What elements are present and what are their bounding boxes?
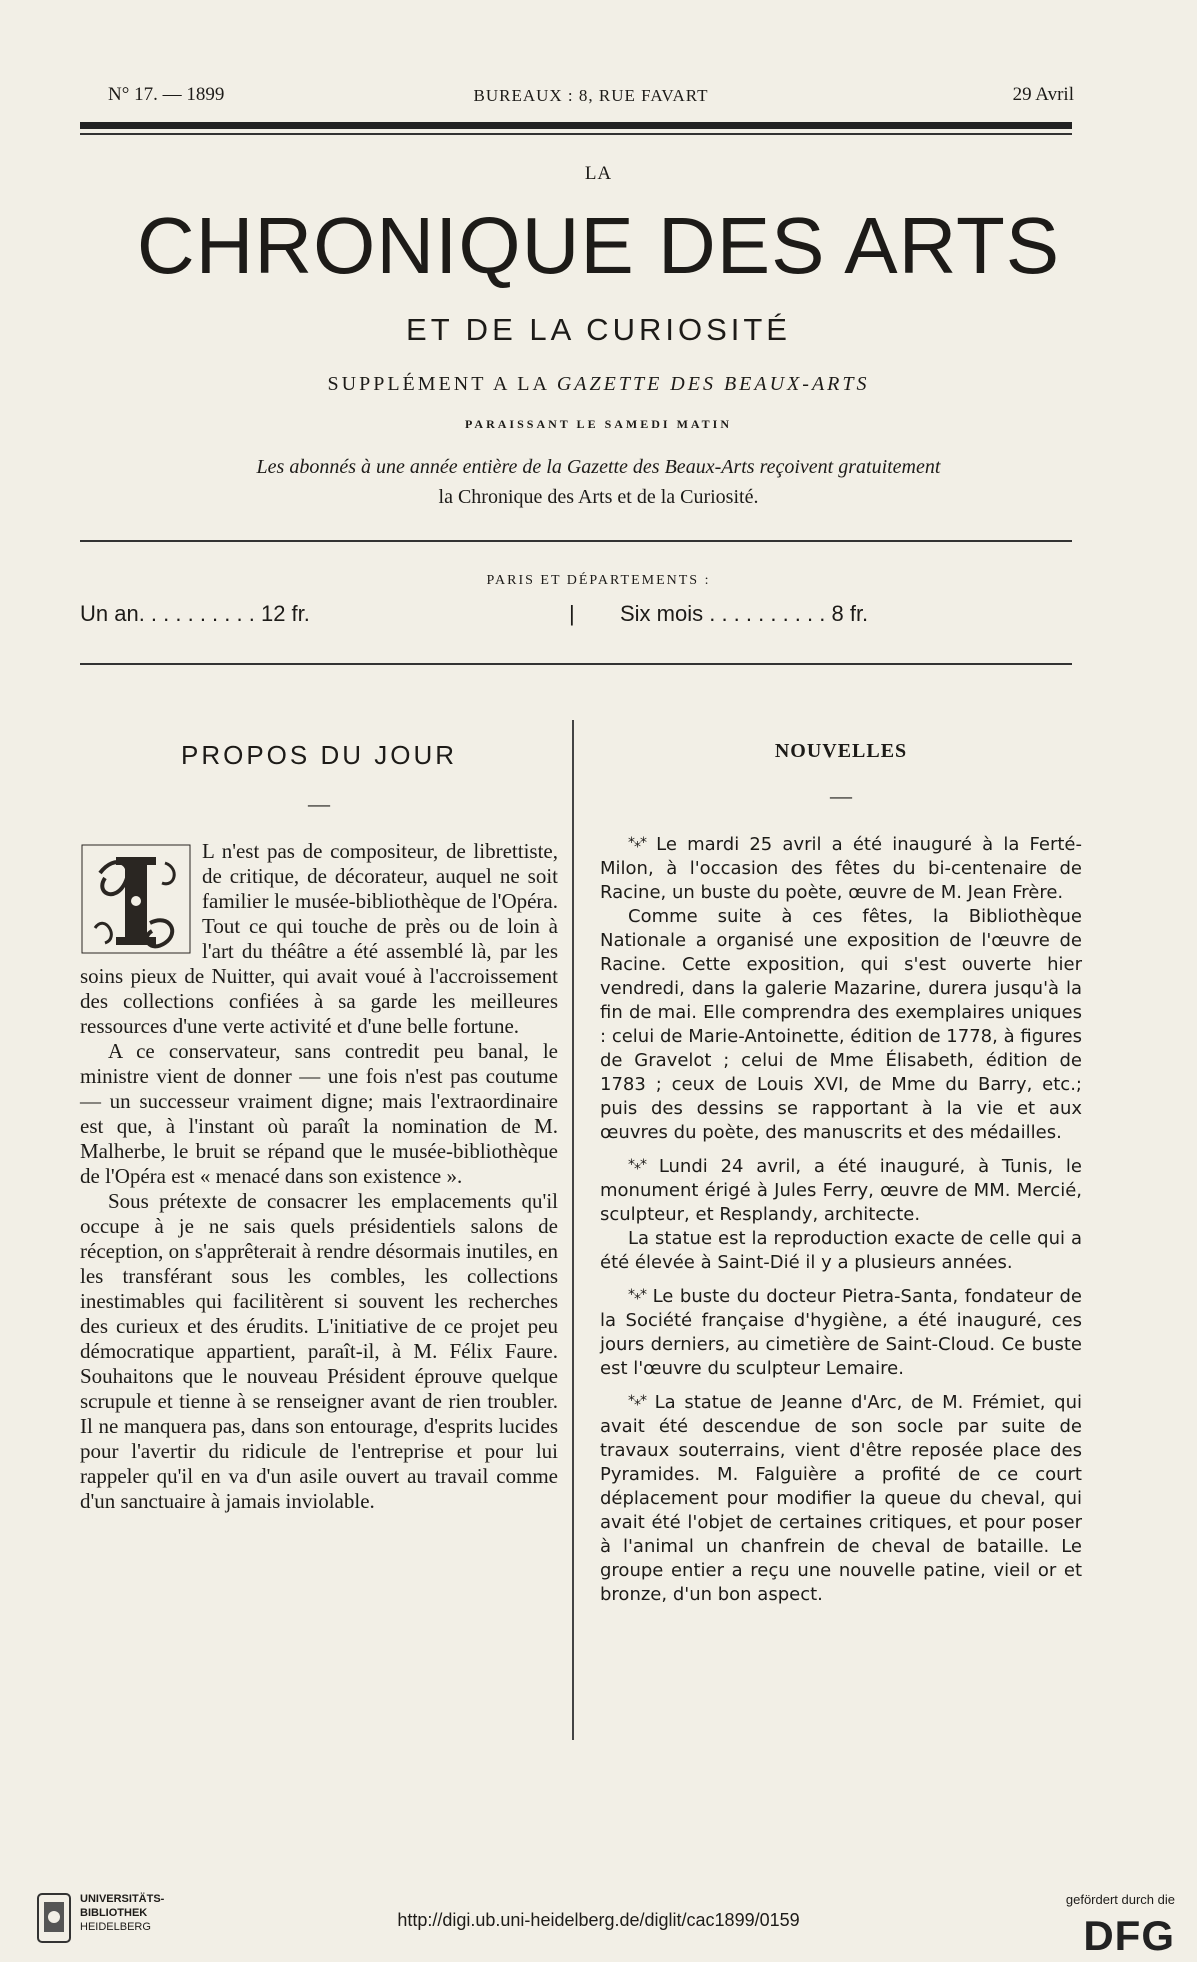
masthead-note <box>0 452 1197 512</box>
asterism: *⁎* <box>628 1157 646 1173</box>
propos-paragraph: Sous prétexte de consacrer les emplacements qu'il occupe à je ne sais quels présidentiels salons de réception, on s'apprêterait à rendre désormais inutiles, en les transférant sous les combles, les collections inestimables qui facilitèrent si souvent les recherches des curieux et des érudits. L'initiative de ce projet peu démocratique appartient, paraît-il, à M. Félix Faure. Souhaitons que le nouveau Président éprouve quelque scrupule et tienne à se renseigner avant de rien troubler. Il ne manquera pas, dans son entourage, d'esprits lucides pour l'avertir du ridicule de l'entreprise et pour lui rappeler qu'il en va d'un asile ouvert au travail comme d'un sanctuaire à jamais inviolable. <box>80 1189 558 1513</box>
propos-dash: — <box>308 791 330 816</box>
header-rule-thick <box>80 122 1072 129</box>
subscription-rule <box>80 663 1072 665</box>
masthead-rule <box>80 540 1072 542</box>
propos-paragraph: A ce conservateur, sans contredit peu banal, le ministre vient de donner — une fois n'est pas coutume — un successeur vraiment digne; mais l'extraordinaire est que, à l'instant où paraît la nomination de M. Malherbe, le bruit se répand que le musée-bibliothèque de l'Opéra est « menacé dans son existence ». <box>80 1039 558 1188</box>
propos-heading: PROPOS DU JOUR <box>180 740 458 770</box>
bureaux-address: BUREAUX : 8, RUE FAVART <box>473 86 709 105</box>
header-rule-thin <box>80 133 1072 135</box>
masthead-paraissant: PARAISSANT LE SAMEDI MATIN <box>464 417 733 431</box>
subscription-heading: PARIS ET DÉPARTEMENTS : <box>486 573 711 588</box>
news-item <box>600 831 1082 905</box>
issue-date: 29 Avril <box>1012 84 1074 105</box>
news-item <box>600 1283 1082 1381</box>
news-text: Le mardi 25 avril a été inauguré à la Ferté-Milon, à l'occasion des fêtes du bi-centenaire de Racine, un buste du poète, œuvre de M. Jean Frère. <box>600 834 1082 903</box>
news-item <box>600 1153 1082 1227</box>
column-divider <box>572 720 574 1740</box>
news-text: Lundi 24 avril, a été inauguré, à Tunis, le monument érigé à Jules Ferry, œuvre de MM. Mercié, sculpteur, et Resplandy, architecte. <box>600 1156 1082 1225</box>
digitization-footer <box>0 1878 1197 1962</box>
library-line-3: HEIDELBERG <box>80 1921 151 1933</box>
subscription-prices <box>80 601 1072 631</box>
supplement-prefix: SUPPLÉMENT A LA <box>327 373 549 395</box>
propos-body <box>80 839 558 1514</box>
permalink-url[interactable]: http://digi.ub.uni-heidelberg.de/diglit/cac1899/0159 <box>397 1910 800 1930</box>
masthead-subtitle: ET DE LA CURIOSITÉ <box>406 312 791 347</box>
news-continuation: Comme suite à ces fêtes, la Bibliothèque Nationale a organisé une exposition de l'œuvre de Racine. Cette exposition, qui s'est ouverte hier vendredi, dans la galerie Mazarine, durera jusqu'à la fin de mai. Elle comprendra des exemplaires uniques : celui de Marie-Antoinette, édition de 1778, à figures de Gravelot ; celui de Mme Élisabeth, édition de 1783 ; ceux de Louis XVI, de Mme du Barry, etc.; puis des dessins se rapportant à la vie et aux œuvres du poète, des manuscrits et des médailles. <box>600 906 1082 1143</box>
propos-paragraph: L n'est pas de compositeur, de librettiste, de critique, de décorateur, auquel ne soit familier le musée-bibliothèque de l'Opéra. Tout ce qui touche de près ou de loin à l'art du théâtre a été assemblé là, par les soins pieux de Nuitter, qui avait voué à l'accroissement des collections confiées à sa garde les meilleures ressources d'une verte activité et d'une belle fortune. <box>80 839 558 1038</box>
asterism: *⁎* <box>628 1287 646 1303</box>
price-separator: | <box>569 601 575 626</box>
dfg-logo: DFG <box>1083 1912 1175 1959</box>
asterism: *⁎* <box>628 835 646 851</box>
left-column <box>80 740 558 1514</box>
price-six-months: Six mois . . . . . . . . . . 8 fr. <box>620 601 869 626</box>
asterism: *⁎* <box>628 1393 646 1409</box>
library-line-1: UNIVERSITÄTS- <box>80 1893 165 1905</box>
note-line-1: Les abonnés à une année entière de la Gazette des Beaux-Arts reçoivent gratuitement <box>256 456 941 478</box>
nouvelles-heading: NOUVELLES <box>774 740 908 762</box>
nouvelles-body <box>600 831 1082 1607</box>
issue-number: N° 17. — 1899 <box>108 84 225 105</box>
ornamental-dropcap-icon <box>80 843 192 955</box>
library-line-2: BIBLIOTHEK <box>80 1907 148 1919</box>
masthead-la: LA <box>584 163 613 184</box>
news-item <box>600 1389 1082 1607</box>
news-continuation: La statue est la reproduction exacte de celle qui a été élevée à Saint-Dié il y a plusieurs années. <box>600 1228 1082 1273</box>
masthead-title: CHRONIQUE DES ARTS <box>136 201 1061 290</box>
nouvelles-dash: — <box>830 783 852 808</box>
header-line <box>108 84 1074 114</box>
news-text: Le buste du docteur Pietra-Santa, fondateur de la Société française d'hygiène, a été inauguré, ces jours derniers, au cimetière de Saint-Cloud. Ce buste est l'œuvre du sculpteur Lemaire. <box>600 1286 1082 1379</box>
price-one-year: Un an. . . . . . . . . . 12 fr. <box>80 601 310 626</box>
funded-by-label: gefördert durch die <box>1065 1892 1175 1907</box>
supplement-title: GAZETTE DES BEAUX-ARTS <box>556 373 870 395</box>
news-text: La statue de Jeanne d'Arc, de M. Frémiet, qui avait été descendue de son socle par suite de travaux souterrains, vient d'être reposée place des Pyramides. M. Falguière a profité de ce court déplacement pour modifier la queue du cheval, qui avait été l'objet de certaines critiques, et pour poser à l'animal un chanfrein de cheval de bataille. Le groupe entier a reçu une nouvelle patine, vieil or et bronze, d'un bon aspect. <box>600 1392 1082 1605</box>
masthead-supplement <box>0 373 1197 396</box>
right-column <box>600 740 1082 1615</box>
note-line-2: la Chronique des Arts et de la Curiosité. <box>438 486 759 508</box>
